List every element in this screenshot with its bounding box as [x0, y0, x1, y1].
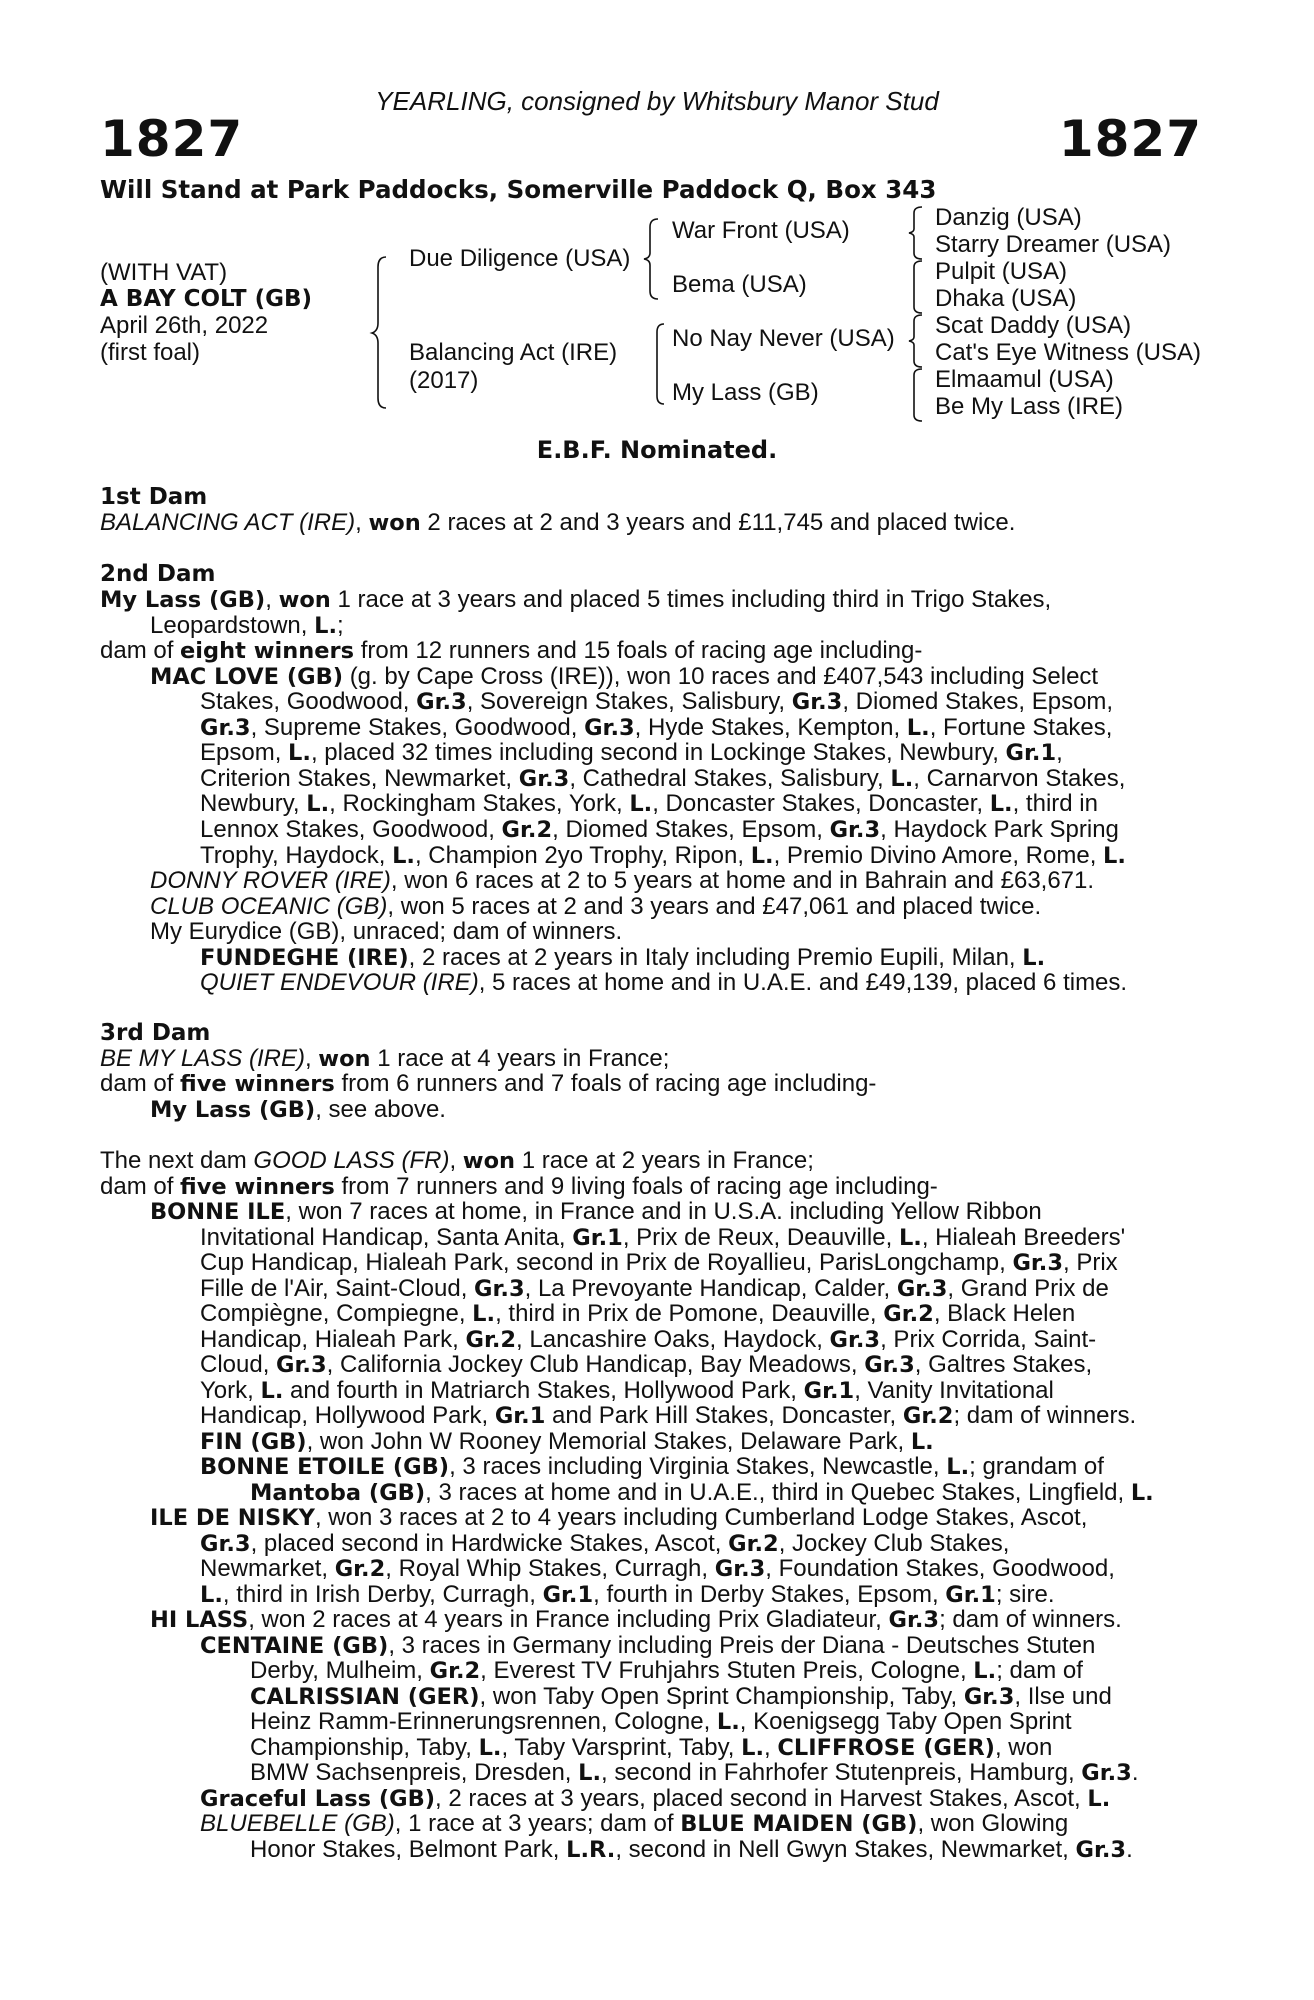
centaine-line2: [250, 1658, 1212, 1685]
text: , 2 races at 2 years in Italy including Premio Eupili, Milan,: [408, 944, 1016, 971]
hi-lass-entry: [150, 1607, 1212, 1634]
text: , Supreme Stakes, Goodwood,: [250, 714, 578, 741]
horse-name: BONNE ETOILE (GB): [200, 1454, 450, 1480]
grade: L.: [260, 1378, 284, 1404]
horse-name: My Lass (GB): [150, 1097, 316, 1123]
text: , third in Irish Derby, Curragh,: [222, 1581, 536, 1608]
text: Honor Stakes, Belmont Park,: [250, 1836, 560, 1863]
grade: L.: [973, 1658, 997, 1684]
text: , Hialeah Breeders': [921, 1224, 1126, 1251]
lot-number-left: 1827: [100, 110, 244, 168]
text: , 5 races at home and in U.A.E. and £49,139, placed 6 times.: [478, 969, 1128, 996]
text: from 6 runners and 7 foals of racing age including-: [341, 1070, 877, 1097]
text: , won: [994, 1734, 1053, 1761]
bonne-ile-line6: [200, 1327, 1212, 1354]
grade: Gr.3: [200, 715, 251, 741]
text: and Park Hill Stakes, Doncaster,: [552, 1402, 897, 1429]
grade: L.: [1130, 1480, 1154, 1506]
text: , placed second in Hardwicke Stakes, Ascot,: [250, 1530, 722, 1557]
bonne-ile-line3: [200, 1250, 1212, 1277]
grade: L.: [288, 740, 311, 766]
grade: Gr.3: [1081, 1760, 1132, 1786]
text: , Galtres Stakes,: [914, 1351, 1093, 1378]
text: Invitational Handicap, Santa Anita,: [200, 1224, 566, 1251]
vat-note: (WITH VAT): [100, 259, 228, 286]
grade: Gr.1: [542, 1582, 594, 1608]
bluebelle-line1: [200, 1811, 1212, 1838]
text: , Rockingham Stakes, York,: [329, 790, 623, 817]
pedigree-bracket-dam: [652, 322, 666, 406]
text: York,: [200, 1377, 254, 1404]
second-dam-heading: 2nd Dam: [100, 561, 216, 587]
text: (g. by Cape Cross (IRE)), won 10 races and £407,543 including Select: [349, 663, 1099, 690]
dam-dam: My Lass (GB): [672, 379, 819, 406]
third-dam-name: BE MY LASS (IRE): [100, 1045, 305, 1072]
centaine-line4: [250, 1709, 1212, 1736]
punct: ;: [337, 612, 344, 639]
won-label: won: [278, 587, 331, 613]
text: , Diomed Stakes, Epsom,: [842, 688, 1114, 715]
horse-name: BLUE MAIDEN (GB): [680, 1811, 918, 1837]
text: ; sire.: [995, 1581, 1055, 1608]
text: Lennox Stakes, Goodwood,: [200, 816, 495, 843]
grade: L.: [898, 1225, 922, 1251]
text: ,: [764, 1734, 771, 1761]
grade: L.: [478, 1735, 502, 1761]
grade: L.: [906, 715, 930, 741]
text: , Royal Whip Stakes, Curragh,: [385, 1555, 709, 1582]
fundeghe-entry: [200, 945, 1212, 972]
dam-sire: No Nay Never (USA): [672, 325, 895, 352]
text: and fourth in Matriarch Stakes, Hollywood Park,: [290, 1377, 797, 1404]
horse-name: FUNDEGHE (IRE): [200, 945, 409, 971]
text: from 12 runners and 15 foals of racing age including-: [360, 637, 923, 664]
text: , Premio Divino Amore, Rome,: [773, 842, 1097, 869]
punct: ,: [449, 1147, 457, 1174]
grade: L.: [750, 843, 774, 869]
text: , 3 races at home and in U.A.E., third in Quebec Stakes, Lingfield,: [425, 1479, 1125, 1506]
bonne-ile-line8: [200, 1378, 1212, 1405]
grade: Gr.3: [1012, 1250, 1064, 1276]
text: Criterion Stakes, Newmarket,: [200, 765, 513, 792]
grade: Gr.3: [963, 1684, 1015, 1710]
pedigree-bracket-main: [372, 255, 394, 410]
grade: Gr.3: [276, 1352, 327, 1378]
bracket-bema: [908, 259, 926, 315]
mac-love-line1: [150, 664, 1212, 691]
dam-name: Balancing Act (IRE): [409, 339, 618, 366]
bonne-ile-line4: [200, 1276, 1212, 1303]
mac-love-line4: [200, 740, 1212, 767]
won-label: won: [462, 1148, 516, 1174]
text: Stakes, Goodwood,: [200, 688, 410, 715]
horse-name: MAC LOVE (GB): [150, 664, 344, 690]
mac-love-line3: [200, 715, 1212, 742]
grade: Gr.3: [791, 689, 843, 715]
grade: Gr.2: [902, 1403, 954, 1429]
grade: Gr.3: [416, 689, 467, 715]
text: , Lancashire Oaks, Haydock,: [516, 1326, 823, 1353]
bonne-ile-line9: [200, 1403, 1212, 1430]
horse-name: BLUEBELLE (GB): [200, 1810, 395, 1837]
bonne-ile-line7: [200, 1352, 1212, 1379]
text: ,: [1056, 739, 1063, 766]
grade: Gr.1: [494, 1403, 546, 1429]
horse-name: CALRISSIAN (GER): [250, 1684, 480, 1710]
grade: L.: [989, 791, 1013, 817]
horse-name: DONNY ROVER (IRE): [150, 867, 391, 894]
text: , 3 races including Virginia Stakes, Newcastle,: [449, 1453, 940, 1480]
grade: Gr.2: [501, 817, 553, 843]
grade: Gr.1: [945, 1582, 996, 1608]
sire-dam: Bema (USA): [672, 271, 807, 298]
text: , 3 races in Germany including Preis der Diana - Deutsches Stuten: [388, 1632, 1096, 1659]
mantoba-entry: [250, 1480, 1212, 1507]
grade: Gr.3: [829, 1327, 881, 1353]
text: 1 race at 2 years in France;: [521, 1147, 814, 1174]
horse-name: A BAY COLT (GB): [100, 286, 313, 312]
text: , 2 races at 3 years, placed second in Harvest Stakes, Ascot,: [435, 1785, 1081, 1812]
grade: L.: [741, 1735, 765, 1761]
text: Handicap, Hollywood Park,: [200, 1402, 489, 1429]
gen3-1: Danzig (USA): [935, 204, 1082, 231]
text: , Cathedral Stakes, Salisbury,: [569, 765, 884, 792]
grade: L.: [392, 843, 415, 869]
bonne-ile-line2: [200, 1225, 1212, 1252]
text: , Fortune Stakes,: [929, 714, 1113, 741]
horse-name: QUIET ENDEVOUR (IRE): [200, 969, 479, 996]
second-dam-line1: My Lass (GB), won 1 race at 3 years and placed 5 times including third in Trigo Stakes,: [100, 586, 1052, 613]
grade: Gr.3: [888, 1607, 940, 1633]
text: ; dam of winners.: [953, 1402, 1137, 1429]
text: , 1 race at 3 years; dam of: [394, 1810, 674, 1837]
grade: L.: [472, 1301, 496, 1327]
grade: Gr.3: [1075, 1837, 1127, 1863]
horse-name: CLUB OCEANIC (GB): [150, 893, 388, 920]
text: 1 race at 4 years in France;: [377, 1045, 670, 1072]
grade: Gr.1: [1005, 740, 1057, 766]
grade: L.: [1022, 945, 1046, 971]
text: ; grandam of: [969, 1453, 1104, 1480]
text: Newmarket,: [200, 1555, 329, 1582]
grade: L.: [716, 1709, 740, 1735]
text: , Carnarvon Stakes,: [913, 765, 1126, 792]
text: , Black Helen: [933, 1300, 1076, 1327]
horse-name: CENTAINE (GB): [200, 1633, 389, 1659]
grade: Gr.2: [883, 1301, 934, 1327]
grade: L.: [910, 1429, 934, 1455]
gen3-8: Be My Lass (IRE): [935, 393, 1124, 420]
text: , second in Nell Gwyn Stakes, Newmarket,: [615, 1836, 1069, 1863]
bonne-ile-line1: [150, 1199, 1212, 1226]
mac-love-line5: [200, 766, 1212, 793]
text: Handicap, Hialeah Park,: [200, 1326, 459, 1353]
horse-name: ILE DE NISKY: [150, 1505, 315, 1531]
grade: L.: [946, 1454, 970, 1480]
bonne-etoile-entry: [200, 1454, 1212, 1481]
text: , Haydock Park Spring: [880, 816, 1119, 843]
gen3-7: Elmaamul (USA): [935, 366, 1114, 393]
my-lass-entry: [150, 1097, 1212, 1124]
grade: L.: [1103, 843, 1126, 869]
text: , Prix Corrida, Saint-: [880, 1326, 1097, 1353]
second-dam-produce: [100, 638, 1212, 665]
text: , won 6 races at 2 to 5 years at home and in Bahrain and £63,671.: [390, 867, 1095, 894]
text: , won 2 races at 4 years in France including Prix Gladiateur,: [248, 1606, 882, 1633]
second-dam-line2: [150, 613, 1212, 640]
ebf-nomination: E.B.F. Nominated.: [536, 436, 778, 464]
text: Epsom,: [200, 739, 282, 766]
grade: Gr.2: [334, 1556, 386, 1582]
horse-name: FIN (GB): [200, 1429, 307, 1455]
text: , Vanity Invitational: [854, 1377, 1054, 1404]
bracket-war-front: [908, 205, 926, 261]
text: , Hyde Stakes, Kempton,: [634, 714, 901, 741]
bracket-my-lass: [908, 367, 926, 423]
text: , Ilse und: [1014, 1683, 1112, 1710]
text: dam of: [100, 637, 174, 664]
grade: Gr.2: [429, 1658, 481, 1684]
gen3-3: Pulpit (USA): [935, 258, 1068, 285]
text: , Grand Prix de: [947, 1275, 1109, 1302]
first-dam-heading: 1st Dam: [100, 484, 208, 510]
bonne-ile-line5: [200, 1301, 1212, 1328]
text: Derby, Mulheim,: [250, 1657, 423, 1684]
punct: ,: [304, 1045, 312, 1072]
third-dam-produce: [100, 1071, 1212, 1098]
centaine-line1: [200, 1633, 1212, 1660]
text: Championship, Taby,: [250, 1734, 472, 1761]
horse-name: Graceful Lass (GB): [200, 1786, 436, 1812]
text: Newbury,: [200, 790, 300, 817]
gen3-6: Cat's Eye Witness (USA): [935, 339, 1201, 366]
text: , Doncaster Stakes, Doncaster,: [652, 790, 984, 817]
text: The next dam: [100, 1147, 247, 1174]
text: , Foundation Stakes, Goodwood,: [765, 1555, 1115, 1582]
mac-love-line2: [200, 689, 1212, 716]
text: , third in Prix de Pomone, Deauville,: [495, 1300, 877, 1327]
grade: Gr.3: [584, 715, 635, 741]
horse-name: BONNE ILE: [150, 1199, 286, 1225]
third-dam-line1: [100, 1046, 1212, 1073]
grade: Gr.3: [864, 1352, 915, 1378]
first-dam-name: BALANCING ACT (IRE): [100, 509, 356, 536]
text: , Koenigsegg Taby Open Sprint: [739, 1708, 1072, 1735]
second-dam-name: My Lass (GB): [100, 587, 266, 613]
text: , California Jockey Club Handicap, Bay Meadows,: [326, 1351, 858, 1378]
text: , third in: [1012, 790, 1098, 817]
text: , Diomed Stakes, Epsom,: [552, 816, 823, 843]
winners-count: five winners: [180, 1071, 335, 1097]
mac-love-line8: [200, 843, 1212, 870]
text: Heinz Ramm-Erinnerungsrennen, Cologne,: [250, 1708, 711, 1735]
text: .: [1126, 1836, 1133, 1863]
text: , second in Fahrhofer Stutenpreis, Hamburg,: [601, 1759, 1075, 1786]
grade: L.: [200, 1582, 223, 1608]
dam-year: (2017): [409, 367, 479, 394]
text: .: [1131, 1759, 1139, 1786]
text: , see above.: [315, 1096, 446, 1123]
winners-count: eight winners: [180, 638, 355, 664]
record-text: 1 race at 3 years and placed 5 times including third in Trigo Stakes,: [337, 586, 1052, 613]
horse-name: CLIFFROSE (GER): [777, 1735, 995, 1761]
text: , Prix de Reux, Deauville,: [622, 1224, 893, 1251]
grade: Gr.3: [474, 1276, 525, 1302]
foaling-date: April 26th, 2022: [100, 312, 269, 339]
next-dam-produce: [100, 1174, 1212, 1201]
text: Compiègne, Compiegne,: [200, 1300, 466, 1327]
bluebelle-line2: [250, 1837, 1212, 1864]
grade: Gr.1: [803, 1378, 855, 1404]
graceful-lass-entry: [200, 1786, 1212, 1813]
grade: L.: [629, 791, 653, 817]
grade: Gr.3: [200, 1531, 251, 1557]
ile-line1: [150, 1505, 1212, 1532]
grade: L.R.: [566, 1837, 616, 1863]
text: , Sovereign Stakes, Salisbury,: [466, 688, 786, 715]
grade: Gr.1: [572, 1225, 623, 1251]
grade: Gr.2: [465, 1327, 517, 1353]
quiet-endevour-entry: [200, 970, 1212, 996]
centaine-line5: [250, 1735, 1212, 1762]
ile-line3: [200, 1556, 1212, 1583]
first-dam-won: won: [368, 510, 421, 536]
text: BMW Sachsenpreis, Dresden,: [250, 1759, 572, 1786]
text: Cup Handicap, Hialeah Park, second in Prix de Royallieu, ParisLongchamp,: [200, 1249, 1006, 1276]
text: Trophy, Haydock,: [200, 842, 386, 869]
text: , La Prevoyante Handicap, Calder,: [524, 1275, 891, 1302]
grade: Gr.3: [518, 766, 570, 792]
horse-name: Mantoba (GB): [250, 1480, 426, 1506]
text: , won Glowing: [917, 1810, 1069, 1837]
lot-number-right: 1827: [1058, 110, 1202, 168]
winners-count: five winners: [180, 1174, 335, 1200]
text: , Everest TV Fruhjahrs Stuten Preis, Cologne,: [480, 1657, 967, 1684]
text: , Champion 2yo Trophy, Ripon,: [414, 842, 745, 869]
grade: L.: [306, 791, 330, 817]
text: dam of: [100, 1173, 174, 1200]
text: , won John W Rooney Memorial Stakes, Delaware Park,: [306, 1428, 905, 1455]
first-dam-text: BALANCING ACT (IRE), won 2 races at 2 and 3 years and £11,745 and placed twice.: [100, 509, 1016, 536]
won-label: won: [318, 1046, 371, 1072]
stand-location: Will Stand at Park Paddocks, Somerville Paddock Q, Box 343: [100, 175, 937, 204]
text: , fourth in Derby Stakes, Epsom,: [593, 1581, 939, 1608]
text: Fille de l'Air, Saint-Cloud,: [200, 1275, 468, 1302]
text: , won 3 races at 2 to 4 years including Cumberland Lodge Stakes, Ascot,: [314, 1504, 1088, 1531]
ile-line2: [200, 1531, 1212, 1558]
text: Cloud,: [200, 1351, 270, 1378]
text: , won 5 races at 2 and 3 years and £47,061 and placed twice.: [387, 893, 1042, 920]
sire-sire: War Front (USA): [672, 217, 850, 244]
bracket-no-nay-never: [908, 313, 926, 369]
text: dam of: [100, 1070, 174, 1097]
text: , Taby Varsprint, Taby,: [501, 1734, 735, 1761]
centaine-line6: [250, 1760, 1212, 1787]
text: , won 7 races at home, in France and in U.S.A. including Yellow Ribbon: [285, 1198, 1042, 1225]
text: , placed 32 times including second in Lockinge Stakes, Newbury,: [310, 739, 999, 766]
first-foal-note: (first foal): [100, 339, 201, 366]
next-dam-name: GOOD LASS (FR): [253, 1147, 450, 1174]
my-eurydice-entry: My Eurydice (GB), unraced; dam of winners.: [150, 918, 623, 945]
text: ; dam of winners.: [939, 1606, 1122, 1633]
donny-rover-entry: [150, 868, 1212, 894]
mac-love-line7: [200, 817, 1212, 844]
ile-line4: [200, 1582, 1212, 1609]
grade: L.: [890, 766, 914, 792]
pedigree-bracket-sire: [644, 217, 666, 301]
fin-entry: [200, 1429, 1212, 1456]
grade: Gr.3: [896, 1276, 948, 1302]
third-dam-heading: 3rd Dam: [100, 1020, 211, 1046]
text: , Prix: [1063, 1249, 1118, 1276]
sire-name: Due Diligence (USA): [409, 245, 631, 272]
grade: Gr.3: [714, 1556, 766, 1582]
text: from 7 runners and 9 living foals of racing age including-: [341, 1173, 938, 1200]
consignment-line: YEARLING, consigned by Whitsbury Manor Stud: [375, 86, 939, 116]
horse-name: HI LASS: [150, 1607, 249, 1633]
first-dam-record: 2 races at 2 and 3 years and £11,745 and placed twice.: [427, 509, 1016, 536]
grade: L.: [1087, 1786, 1111, 1812]
next-dam-line1: [100, 1148, 1212, 1175]
gen3-2: Starry Dreamer (USA): [935, 231, 1172, 258]
listed-label: L.: [314, 613, 338, 639]
text: , Jockey Club Stakes,: [778, 1530, 1010, 1557]
text: ; dam of: [996, 1657, 1083, 1684]
gen3-5: Scat Daddy (USA): [935, 312, 1132, 339]
grade: L.: [578, 1760, 602, 1786]
mac-love-line6: [200, 791, 1212, 818]
grade: Gr.2: [728, 1531, 779, 1557]
record-text: Leopardstown,: [150, 612, 308, 639]
grade: Gr.3: [829, 817, 881, 843]
gen3-4: Dhaka (USA): [935, 285, 1077, 312]
text: , won Taby Open Sprint Championship, Taby,: [479, 1683, 958, 1710]
centaine-line3: [250, 1684, 1212, 1711]
club-oceanic-entry: [150, 894, 1212, 920]
